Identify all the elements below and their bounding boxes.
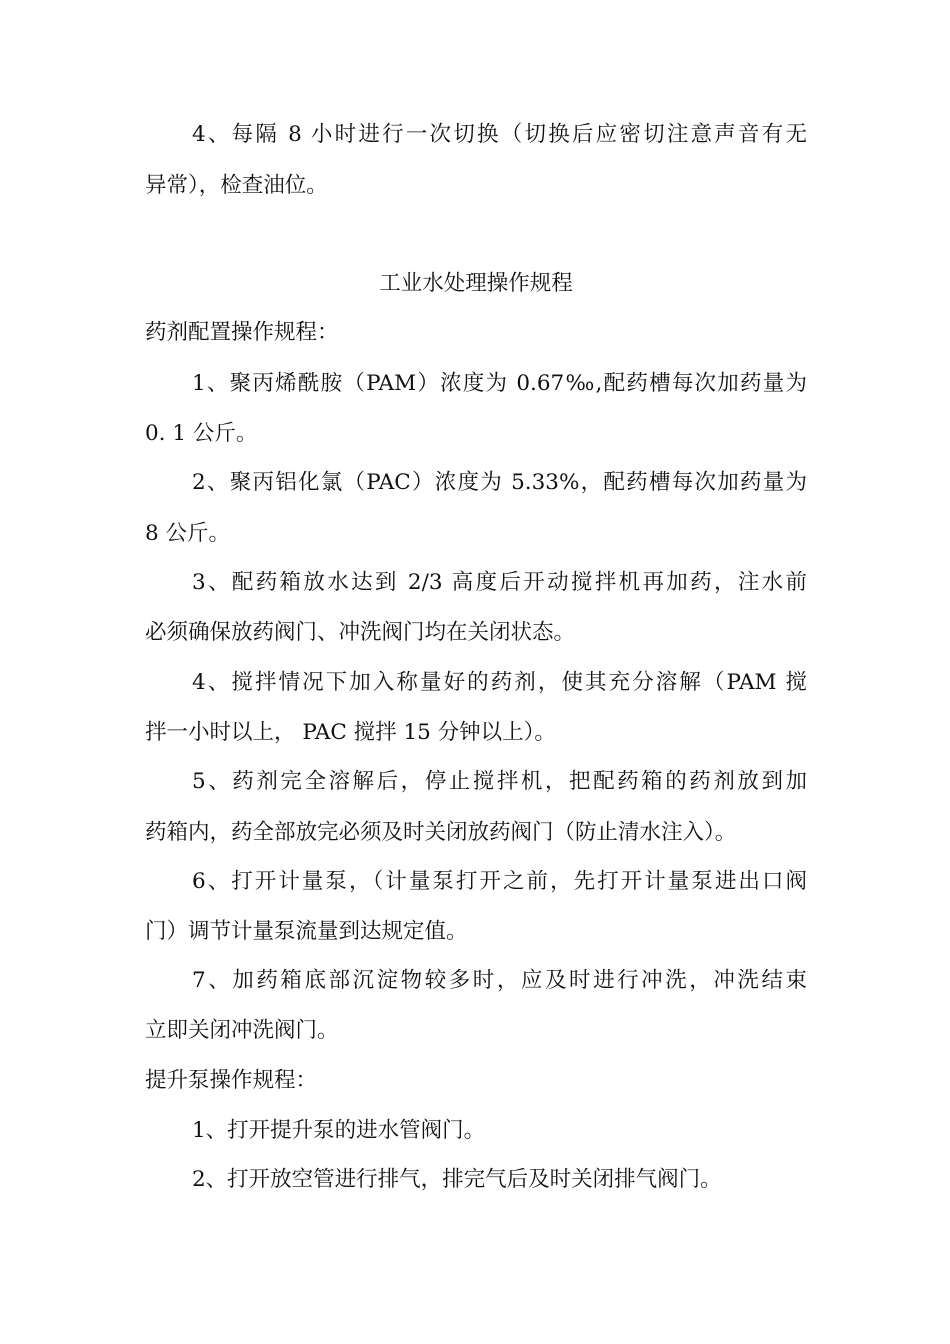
document-page — [145, 0, 807, 1344]
dosing-item-3-line-2: 必须确保放药阀门、冲洗阀门均在关闭状态。 — [145, 620, 576, 645]
intro-item-line-2: 异常），检查油位。 — [145, 173, 328, 198]
intro-item-line-1: 4、每隔 8 小时进行一次切换（切换后应密切注意声音有无 — [192, 122, 807, 147]
dosing-item-1-line-1: 1、聚丙烯酰胺（PAM）浓度为 0.67‰,配药槽每次加药量为 — [192, 371, 807, 396]
dosing-item-4-line-1: 4、搅拌情况下加入称量好的药剂，使其充分溶解（PAM 搅 — [192, 670, 807, 695]
section-heading-dosing: 药剂配置操作规程： — [145, 320, 339, 345]
dosing-item-7-line-1: 7、加药箱底部沉淀物较多时，应及时进行冲洗，冲洗结束 — [192, 968, 807, 993]
dosing-item-3-line-1: 3、配药箱放水达到 2/3 高度后开动搅拌机再加药，注水前 — [192, 570, 807, 595]
lift-pump-item-2: 2、打开放空管进行排气，排完气后及时关闭排气阀门。 — [192, 1167, 722, 1192]
dosing-item-2-line-2: 8 公斤。 — [145, 521, 231, 546]
dosing-item-6-line-2: 门）调节计量泵流量到达规定值。 — [145, 919, 468, 944]
document-title: 工业水处理操作规程 — [379, 271, 573, 296]
dosing-item-5-line-2: 药箱内，药全部放完必须及时关闭放药阀门（防止清水注入）。 — [145, 820, 737, 845]
dosing-item-7-line-2: 立即关闭冲洗阀门。 — [145, 1018, 339, 1043]
dosing-item-5-line-1: 5、药剂完全溶解后，停止搅拌机，把配药箱的药剂放到加 — [192, 769, 807, 794]
dosing-item-4-line-2: 拌一小时以上， PAC 搅拌 15 分钟以上）。 — [145, 720, 556, 745]
lift-pump-item-1: 1、打开提升泵的进水管阀门。 — [192, 1118, 486, 1143]
dosing-item-6-line-1: 6、打开计量泵，（计量泵打开之前，先打开计量泵进出口阀 — [192, 869, 807, 894]
dosing-item-2-line-1: 2、聚丙铝化氯（PAC）浓度为 5.33%，配药槽每次加药量为 — [192, 470, 807, 495]
section-heading-lift-pump: 提升泵操作规程： — [145, 1068, 318, 1093]
dosing-item-1-line-2: 0. 1 公斤。 — [145, 421, 258, 446]
